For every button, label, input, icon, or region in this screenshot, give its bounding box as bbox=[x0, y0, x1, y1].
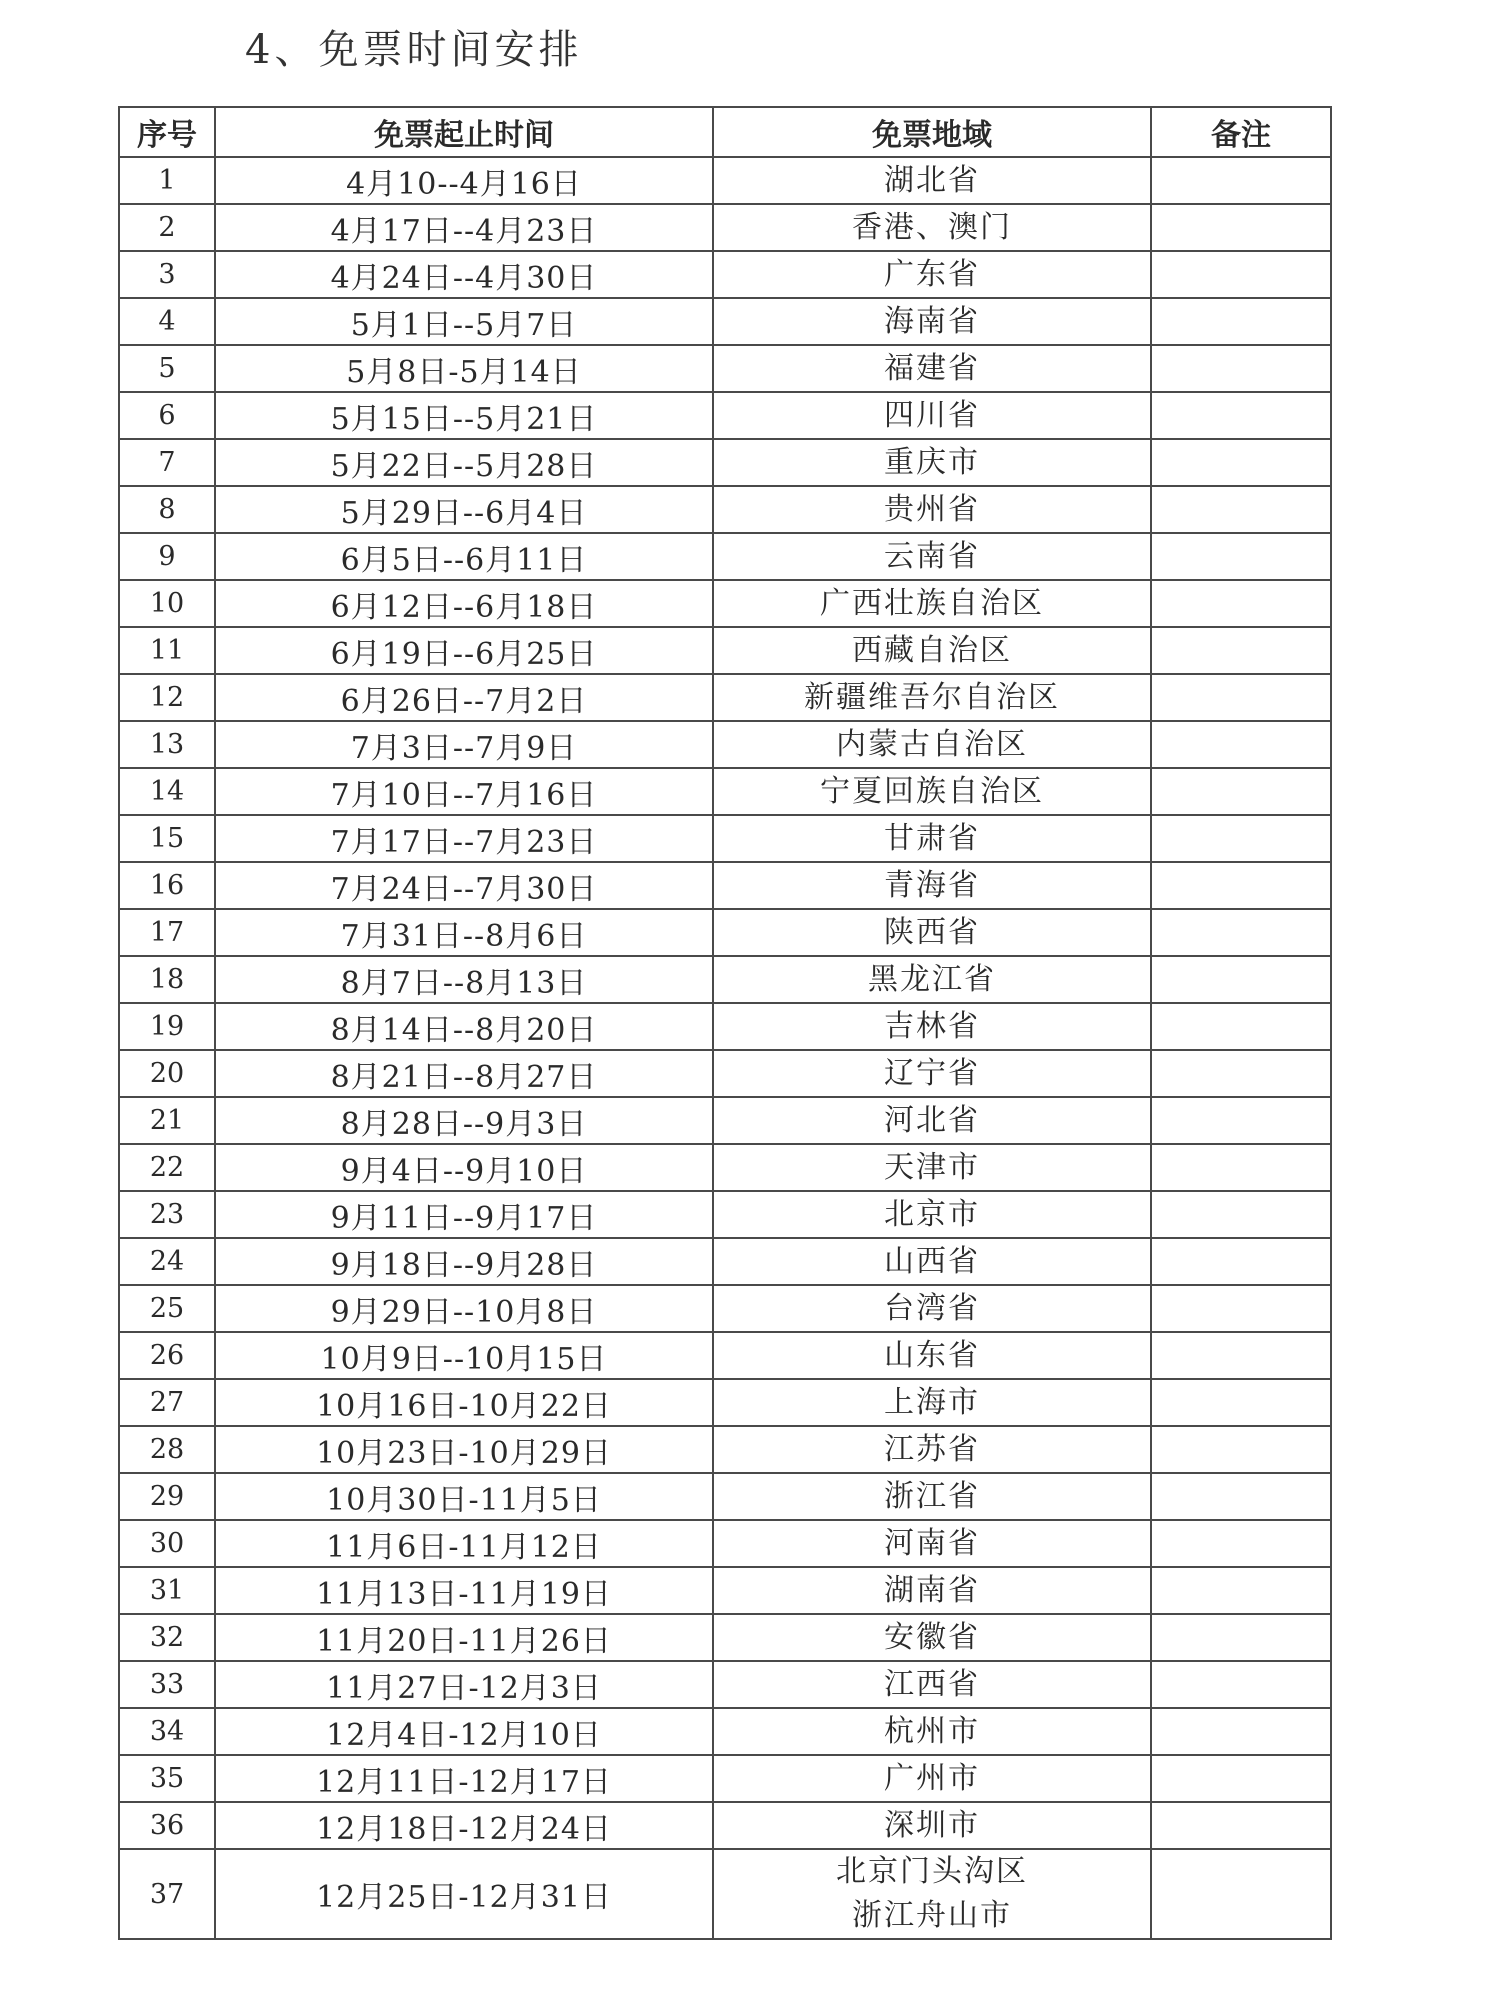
header-row bbox=[119, 107, 1331, 157]
date-range-cell: 5月8日-5月14日 bbox=[215, 345, 713, 392]
region-cell bbox=[713, 1567, 1151, 1614]
region-cell bbox=[713, 533, 1151, 580]
table-row bbox=[119, 1755, 1331, 1802]
region-name: 内蒙古自治区 bbox=[836, 726, 1028, 762]
date-range-cell: 11月6日-11月12日 bbox=[215, 1520, 713, 1567]
region-name: 重庆市 bbox=[884, 444, 980, 480]
region-name: 宁夏回族自治区 bbox=[820, 773, 1044, 809]
date-range-cell: 5月22日--5月28日 bbox=[215, 439, 713, 486]
region-name: 杭州市 bbox=[884, 1713, 980, 1749]
table-row bbox=[119, 1473, 1331, 1520]
table-row bbox=[119, 721, 1331, 768]
serial-cell: 30 bbox=[119, 1520, 215, 1567]
region-cell bbox=[713, 721, 1151, 768]
table-row bbox=[119, 768, 1331, 815]
serial-cell: 9 bbox=[119, 533, 215, 580]
date-range-cell: 11月13日-11月19日 bbox=[215, 1567, 713, 1614]
serial-cell: 24 bbox=[119, 1238, 215, 1285]
serial-cell: 25 bbox=[119, 1285, 215, 1332]
region-name: 山东省 bbox=[884, 1337, 980, 1373]
date-range-cell: 8月28日--9月3日 bbox=[215, 1097, 713, 1144]
date-range-cell: 9月4日--9月10日 bbox=[215, 1144, 713, 1191]
date-range-cell: 9月11日--9月17日 bbox=[215, 1191, 713, 1238]
note-cell bbox=[1151, 674, 1331, 721]
date-range-cell: 12月25日-12月31日 bbox=[215, 1849, 713, 1939]
serial-cell: 15 bbox=[119, 815, 215, 862]
date-range-cell: 7月17日--7月23日 bbox=[215, 815, 713, 862]
region-cell bbox=[713, 956, 1151, 1003]
date-range-cell: 7月24日--7月30日 bbox=[215, 862, 713, 909]
note-cell bbox=[1151, 486, 1331, 533]
region-cell bbox=[713, 815, 1151, 862]
note-cell bbox=[1151, 345, 1331, 392]
note-cell bbox=[1151, 1144, 1331, 1191]
region-name: 吉林省 bbox=[884, 1008, 980, 1044]
table-row bbox=[119, 439, 1331, 486]
serial-cell: 19 bbox=[119, 1003, 215, 1050]
date-range-cell: 11月20日-11月26日 bbox=[215, 1614, 713, 1661]
region-name: 北京门头沟区 bbox=[836, 1854, 1028, 1889]
table-row bbox=[119, 345, 1331, 392]
date-range-cell: 6月19日--6月25日 bbox=[215, 627, 713, 674]
serial-cell: 5 bbox=[119, 345, 215, 392]
date-range-cell: 7月31日--8月6日 bbox=[215, 909, 713, 956]
serial-cell: 8 bbox=[119, 486, 215, 533]
region-name: 陕西省 bbox=[884, 914, 980, 950]
date-range-cell: 5月1日--5月7日 bbox=[215, 298, 713, 345]
table-row bbox=[119, 580, 1331, 627]
table-row bbox=[119, 1661, 1331, 1708]
region-cell bbox=[713, 768, 1151, 815]
table-row bbox=[119, 1614, 1331, 1661]
date-range-cell: 6月26日--7月2日 bbox=[215, 674, 713, 721]
table-row bbox=[119, 815, 1331, 862]
region-name: 台湾省 bbox=[884, 1290, 980, 1326]
note-cell bbox=[1151, 956, 1331, 1003]
region-name: 安徽省 bbox=[884, 1619, 980, 1655]
region-cell bbox=[713, 1050, 1151, 1097]
serial-cell: 12 bbox=[119, 674, 215, 721]
table-row bbox=[119, 1097, 1331, 1144]
serial-cell: 35 bbox=[119, 1755, 215, 1802]
serial-cell: 3 bbox=[119, 251, 215, 298]
serial-cell: 2 bbox=[119, 204, 215, 251]
date-range-cell: 10月30日-11月5日 bbox=[215, 1473, 713, 1520]
region-name: 新疆维吾尔自治区 bbox=[804, 679, 1060, 715]
serial-cell: 33 bbox=[119, 1661, 215, 1708]
note-cell bbox=[1151, 1849, 1331, 1939]
date-range-cell: 6月12日--6月18日 bbox=[215, 580, 713, 627]
note-cell bbox=[1151, 1003, 1331, 1050]
header-region: 免票地域 bbox=[713, 107, 1151, 157]
note-cell bbox=[1151, 1802, 1331, 1849]
region-name: 广州市 bbox=[884, 1760, 980, 1796]
region-cell bbox=[713, 1003, 1151, 1050]
table-row bbox=[119, 1285, 1331, 1332]
table-row bbox=[119, 1802, 1331, 1849]
date-range-cell: 4月17日--4月23日 bbox=[215, 204, 713, 251]
region-cell bbox=[713, 1849, 1151, 1939]
note-cell bbox=[1151, 1661, 1331, 1708]
note-cell bbox=[1151, 1285, 1331, 1332]
serial-cell: 17 bbox=[119, 909, 215, 956]
serial-cell: 29 bbox=[119, 1473, 215, 1520]
date-range-cell: 12月18日-12月24日 bbox=[215, 1802, 713, 1849]
table-row bbox=[119, 1567, 1331, 1614]
region-cell bbox=[713, 1802, 1151, 1849]
table-row bbox=[119, 1144, 1331, 1191]
serial-cell: 18 bbox=[119, 956, 215, 1003]
serial-cell: 20 bbox=[119, 1050, 215, 1097]
note-cell bbox=[1151, 1755, 1331, 1802]
region-name: 江西省 bbox=[884, 1666, 980, 1702]
region-name: 河南省 bbox=[884, 1525, 980, 1561]
region-cell bbox=[713, 1520, 1151, 1567]
date-range-cell: 9月18日--9月28日 bbox=[215, 1238, 713, 1285]
region-cell bbox=[713, 1473, 1151, 1520]
region-name: 福建省 bbox=[884, 350, 980, 386]
note-cell bbox=[1151, 580, 1331, 627]
region-name: 湖北省 bbox=[884, 162, 980, 198]
region-name: 浙江省 bbox=[884, 1478, 980, 1514]
region-name: 四川省 bbox=[884, 397, 980, 433]
serial-cell: 6 bbox=[119, 392, 215, 439]
serial-cell: 31 bbox=[119, 1567, 215, 1614]
header-dates: 免票起止时间 bbox=[215, 107, 713, 157]
region-name: 海南省 bbox=[884, 303, 980, 339]
serial-cell: 26 bbox=[119, 1332, 215, 1379]
date-range-cell: 8月14日--8月20日 bbox=[215, 1003, 713, 1050]
serial-cell: 14 bbox=[119, 768, 215, 815]
region-cell bbox=[713, 1755, 1151, 1802]
region-cell bbox=[713, 1614, 1151, 1661]
serial-cell: 22 bbox=[119, 1144, 215, 1191]
serial-cell: 37 bbox=[119, 1849, 215, 1939]
table-row bbox=[119, 627, 1331, 674]
serial-cell: 7 bbox=[119, 439, 215, 486]
region-cell bbox=[713, 486, 1151, 533]
region-name: 西藏自治区 bbox=[852, 632, 1012, 668]
region-name: 浙江舟山市 bbox=[852, 1898, 1012, 1933]
region-cell bbox=[713, 298, 1151, 345]
serial-cell: 10 bbox=[119, 580, 215, 627]
serial-cell: 28 bbox=[119, 1426, 215, 1473]
table-row bbox=[119, 1332, 1331, 1379]
serial-cell: 36 bbox=[119, 1802, 215, 1849]
table-row bbox=[119, 1238, 1331, 1285]
table-row bbox=[119, 909, 1331, 956]
region-cell bbox=[713, 251, 1151, 298]
table-row bbox=[119, 1426, 1331, 1473]
note-cell bbox=[1151, 1567, 1331, 1614]
region-cell bbox=[713, 1238, 1151, 1285]
note-cell bbox=[1151, 815, 1331, 862]
note-cell bbox=[1151, 533, 1331, 580]
region-name: 云南省 bbox=[884, 538, 980, 574]
serial-cell: 4 bbox=[119, 298, 215, 345]
region-name: 北京市 bbox=[884, 1196, 980, 1232]
table-row bbox=[119, 1520, 1331, 1567]
region-name: 湖南省 bbox=[884, 1572, 980, 1608]
note-cell bbox=[1151, 1050, 1331, 1097]
table-body bbox=[119, 157, 1331, 1939]
note-cell bbox=[1151, 1614, 1331, 1661]
date-range-cell: 5月15日--5月21日 bbox=[215, 392, 713, 439]
table-row bbox=[119, 251, 1331, 298]
region-name: 贵州省 bbox=[884, 491, 980, 527]
note-cell bbox=[1151, 298, 1331, 345]
region-name: 深圳市 bbox=[884, 1807, 980, 1843]
table-row bbox=[119, 674, 1331, 721]
date-range-cell: 6月5日--6月11日 bbox=[215, 533, 713, 580]
region-name: 天津市 bbox=[884, 1149, 980, 1185]
note-cell bbox=[1151, 768, 1331, 815]
date-range-cell: 4月24日--4月30日 bbox=[215, 251, 713, 298]
serial-cell: 23 bbox=[119, 1191, 215, 1238]
table-row bbox=[119, 1379, 1331, 1426]
region-name: 河北省 bbox=[884, 1102, 980, 1138]
date-range-cell: 8月21日--8月27日 bbox=[215, 1050, 713, 1097]
note-cell bbox=[1151, 909, 1331, 956]
note-cell bbox=[1151, 157, 1331, 204]
region-cell bbox=[713, 1097, 1151, 1144]
note-cell bbox=[1151, 1097, 1331, 1144]
note-cell bbox=[1151, 439, 1331, 486]
region-cell bbox=[713, 1144, 1151, 1191]
region-cell bbox=[713, 580, 1151, 627]
region-cell bbox=[713, 674, 1151, 721]
region-name: 广东省 bbox=[884, 256, 980, 292]
date-range-cell: 5月29日--6月4日 bbox=[215, 486, 713, 533]
note-cell bbox=[1151, 627, 1331, 674]
serial-cell: 13 bbox=[119, 721, 215, 768]
table-row bbox=[119, 1849, 1331, 1939]
table-row bbox=[119, 298, 1331, 345]
note-cell bbox=[1151, 1332, 1331, 1379]
table-row bbox=[119, 204, 1331, 251]
note-cell bbox=[1151, 251, 1331, 298]
region-cell bbox=[713, 1708, 1151, 1755]
table-row bbox=[119, 1050, 1331, 1097]
note-cell bbox=[1151, 1473, 1331, 1520]
note-cell bbox=[1151, 1238, 1331, 1285]
serial-cell: 1 bbox=[119, 157, 215, 204]
region-name: 山西省 bbox=[884, 1243, 980, 1279]
note-cell bbox=[1151, 1426, 1331, 1473]
region-name: 上海市 bbox=[884, 1384, 980, 1420]
table-row bbox=[119, 862, 1331, 909]
region-cell bbox=[713, 1285, 1151, 1332]
note-cell bbox=[1151, 204, 1331, 251]
region-name: 广西壮族自治区 bbox=[820, 585, 1044, 621]
serial-cell: 34 bbox=[119, 1708, 215, 1755]
region-cell bbox=[713, 392, 1151, 439]
date-range-cell: 10月9日--10月15日 bbox=[215, 1332, 713, 1379]
note-cell bbox=[1151, 1708, 1331, 1755]
note-cell bbox=[1151, 1191, 1331, 1238]
note-cell bbox=[1151, 862, 1331, 909]
table-row bbox=[119, 1708, 1331, 1755]
serial-cell: 27 bbox=[119, 1379, 215, 1426]
schedule-table bbox=[118, 106, 1332, 1940]
serial-cell: 21 bbox=[119, 1097, 215, 1144]
table-row bbox=[119, 956, 1331, 1003]
region-cell bbox=[713, 1191, 1151, 1238]
date-range-cell: 4月10--4月16日 bbox=[215, 157, 713, 204]
header-serial: 序号 bbox=[119, 107, 215, 157]
serial-cell: 11 bbox=[119, 627, 215, 674]
date-range-cell: 10月23日-10月29日 bbox=[215, 1426, 713, 1473]
note-cell bbox=[1151, 721, 1331, 768]
date-range-cell: 9月29日--10月8日 bbox=[215, 1285, 713, 1332]
date-range-cell: 12月11日-12月17日 bbox=[215, 1755, 713, 1802]
serial-cell: 32 bbox=[119, 1614, 215, 1661]
table-row bbox=[119, 1003, 1331, 1050]
date-range-cell: 10月16日-10月22日 bbox=[215, 1379, 713, 1426]
date-range-cell: 11月27日-12月3日 bbox=[215, 1661, 713, 1708]
region-cell bbox=[713, 204, 1151, 251]
region-cell bbox=[713, 1426, 1151, 1473]
region-cell bbox=[713, 1379, 1151, 1426]
serial-cell: 16 bbox=[119, 862, 215, 909]
table-row bbox=[119, 486, 1331, 533]
date-range-cell: 12月4日-12月10日 bbox=[215, 1708, 713, 1755]
region-name: 黑龙江省 bbox=[868, 961, 996, 997]
note-cell bbox=[1151, 392, 1331, 439]
table-row bbox=[119, 533, 1331, 580]
date-range-cell: 7月10日--7月16日 bbox=[215, 768, 713, 815]
region-cell bbox=[713, 1661, 1151, 1708]
date-range-cell: 7月3日--7月9日 bbox=[215, 721, 713, 768]
region-name: 香港、澳门 bbox=[852, 209, 1012, 245]
note-cell bbox=[1151, 1520, 1331, 1567]
table-row bbox=[119, 392, 1331, 439]
region-cell bbox=[713, 627, 1151, 674]
region-cell bbox=[713, 862, 1151, 909]
region-cell bbox=[713, 157, 1151, 204]
region-name: 青海省 bbox=[884, 867, 980, 903]
region-cell bbox=[713, 1332, 1151, 1379]
section-title: 4、免票时间安排 bbox=[245, 27, 583, 73]
date-range-cell: 8月7日--8月13日 bbox=[215, 956, 713, 1003]
region-cell bbox=[713, 909, 1151, 956]
table-row bbox=[119, 1191, 1331, 1238]
header-notes: 备注 bbox=[1151, 107, 1331, 157]
region-name: 江苏省 bbox=[884, 1431, 980, 1467]
region-name: 辽宁省 bbox=[884, 1055, 980, 1091]
table-row bbox=[119, 157, 1331, 204]
region-cell bbox=[713, 345, 1151, 392]
note-cell bbox=[1151, 1379, 1331, 1426]
region-cell bbox=[713, 439, 1151, 486]
region-name: 甘肃省 bbox=[884, 820, 980, 856]
